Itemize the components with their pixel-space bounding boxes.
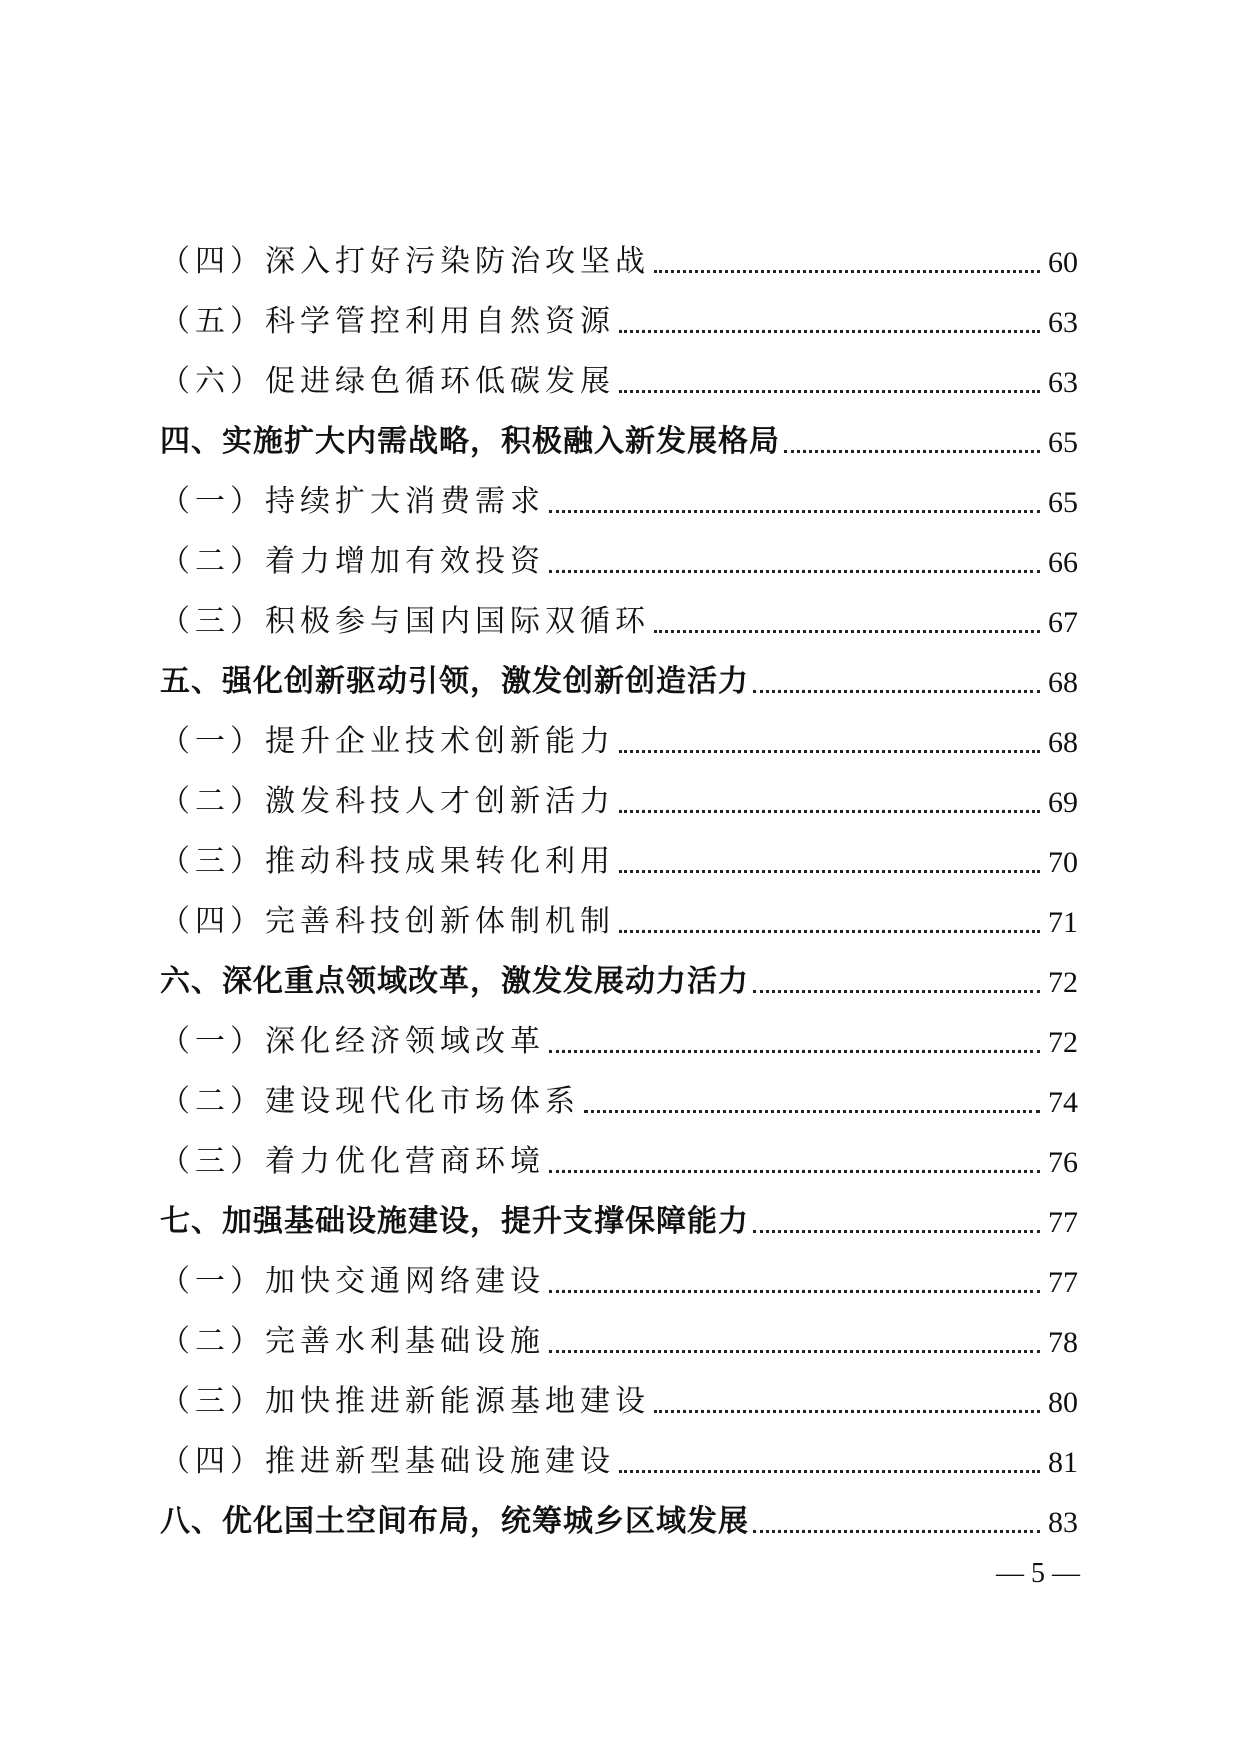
- toc-entry-page-number: 77: [1048, 1266, 1078, 1299]
- dot-leader: [784, 450, 1040, 453]
- toc-entry-page-number: 65: [1048, 486, 1078, 519]
- dot-leader: [549, 570, 1040, 573]
- toc-chapter-entry: [160, 408, 1078, 468]
- dot-leader: [654, 1410, 1040, 1413]
- toc-entry-page-number: 77: [1048, 1206, 1078, 1239]
- toc-section-entry: [160, 828, 1078, 888]
- toc-entry-label: （二）激发科技人才创新活力: [160, 784, 615, 819]
- toc-entry-page-number: 63: [1048, 306, 1078, 339]
- toc-section-entry: [160, 1308, 1078, 1368]
- toc-entry-page-number: 72: [1048, 1026, 1078, 1059]
- toc-entry-label: （三）推动科技成果转化利用: [160, 844, 615, 879]
- toc-section-entry: [160, 708, 1078, 768]
- toc-entry-label: （一）深化经济领域改革: [160, 1024, 545, 1059]
- toc-entry-label: （五）科学管控利用自然资源: [160, 304, 615, 339]
- toc-section-entry: [160, 768, 1078, 828]
- toc-section-entry: [160, 528, 1078, 588]
- toc-entry-page-number: 65: [1048, 426, 1078, 459]
- toc-section-entry: [160, 228, 1078, 288]
- toc-entry-label: （二）完善水利基础设施: [160, 1324, 545, 1359]
- toc-chapter-entry: [160, 1488, 1078, 1548]
- toc-entry-label: （三）加快推进新能源基地建设: [160, 1384, 650, 1419]
- toc-entry-label: （三）着力优化营商环境: [160, 1144, 545, 1179]
- dot-leader: [619, 1470, 1040, 1473]
- toc-section-entry: [160, 468, 1078, 528]
- toc-chapter-entry: [160, 1188, 1078, 1248]
- toc-entry-page-number: 76: [1048, 1146, 1078, 1179]
- toc-entry-label: （二）建设现代化市场体系: [160, 1084, 580, 1119]
- toc-entry-page-number: 68: [1048, 666, 1078, 699]
- dot-leader: [584, 1110, 1040, 1113]
- toc-entry-label: （一）持续扩大消费需求: [160, 484, 545, 519]
- toc-entry-page-number: 83: [1048, 1506, 1078, 1539]
- dot-leader: [654, 270, 1040, 273]
- toc-section-entry: [160, 1368, 1078, 1428]
- toc-entry-label: （四）深入打好污染防治攻坚战: [160, 244, 650, 279]
- dot-leader: [753, 1230, 1040, 1233]
- toc-entry-page-number: 68: [1048, 726, 1078, 759]
- dot-leader: [619, 870, 1040, 873]
- toc-entry-page-number: 72: [1048, 966, 1078, 999]
- toc-entry-label: （二）着力增加有效投资: [160, 544, 545, 579]
- toc-entry-label: 四、实施扩大内需战略，积极融入新发展格局: [160, 424, 780, 459]
- toc-entry-page-number: 74: [1048, 1086, 1078, 1119]
- table-of-contents: [160, 228, 1078, 1548]
- dot-leader: [753, 1530, 1040, 1533]
- toc-entry-page-number: 78: [1048, 1326, 1078, 1359]
- toc-entry-page-number: 80: [1048, 1386, 1078, 1419]
- toc-chapter-entry: [160, 948, 1078, 1008]
- dot-leader: [619, 930, 1040, 933]
- toc-entry-label: （四）完善科技创新体制机制: [160, 904, 615, 939]
- toc-entry-label: 六、深化重点领域改革，激发发展动力活力: [160, 964, 749, 999]
- dot-leader: [619, 810, 1040, 813]
- toc-entry-label: （一）加快交通网络建设: [160, 1264, 545, 1299]
- toc-section-entry: [160, 1008, 1078, 1068]
- dot-leader: [549, 510, 1040, 513]
- toc-entry-label: （六）促进绿色循环低碳发展: [160, 364, 615, 399]
- toc-entry-page-number: 60: [1048, 246, 1078, 279]
- toc-entry-label: 五、强化创新驱动引领，激发创新创造活力: [160, 664, 749, 699]
- page-number-footer: — 5 —: [996, 1558, 1080, 1589]
- toc-entry-label: （三）积极参与国内国际双循环: [160, 604, 650, 639]
- dot-leader: [654, 630, 1040, 633]
- toc-section-entry: [160, 348, 1078, 408]
- toc-section-entry: [160, 1248, 1078, 1308]
- dot-leader: [753, 990, 1040, 993]
- toc-section-entry: [160, 288, 1078, 348]
- toc-section-entry: [160, 1428, 1078, 1488]
- toc-entry-page-number: 71: [1048, 906, 1078, 939]
- dot-leader: [619, 750, 1040, 753]
- toc-entry-page-number: 81: [1048, 1446, 1078, 1479]
- toc-entry-page-number: 70: [1048, 846, 1078, 879]
- dot-leader: [549, 1350, 1040, 1353]
- toc-entry-label: 八、优化国土空间布局，统筹城乡区域发展: [160, 1504, 749, 1539]
- toc-section-entry: [160, 1068, 1078, 1128]
- dot-leader: [549, 1170, 1040, 1173]
- toc-section-entry: [160, 1128, 1078, 1188]
- toc-chapter-entry: [160, 648, 1078, 708]
- toc-entry-page-number: 66: [1048, 546, 1078, 579]
- dot-leader: [619, 390, 1040, 393]
- toc-section-entry: [160, 588, 1078, 648]
- dot-leader: [549, 1290, 1040, 1293]
- toc-entry-label: （四）推进新型基础设施建设: [160, 1444, 615, 1479]
- toc-entry-page-number: 69: [1048, 786, 1078, 819]
- dot-leader: [619, 330, 1040, 333]
- toc-entry-page-number: 63: [1048, 366, 1078, 399]
- toc-entry-label: （一）提升企业技术创新能力: [160, 724, 615, 759]
- dot-leader: [753, 690, 1040, 693]
- toc-section-entry: [160, 888, 1078, 948]
- dot-leader: [549, 1050, 1040, 1053]
- toc-entry-label: 七、加强基础设施建设，提升支撑保障能力: [160, 1204, 749, 1239]
- toc-entry-page-number: 67: [1048, 606, 1078, 639]
